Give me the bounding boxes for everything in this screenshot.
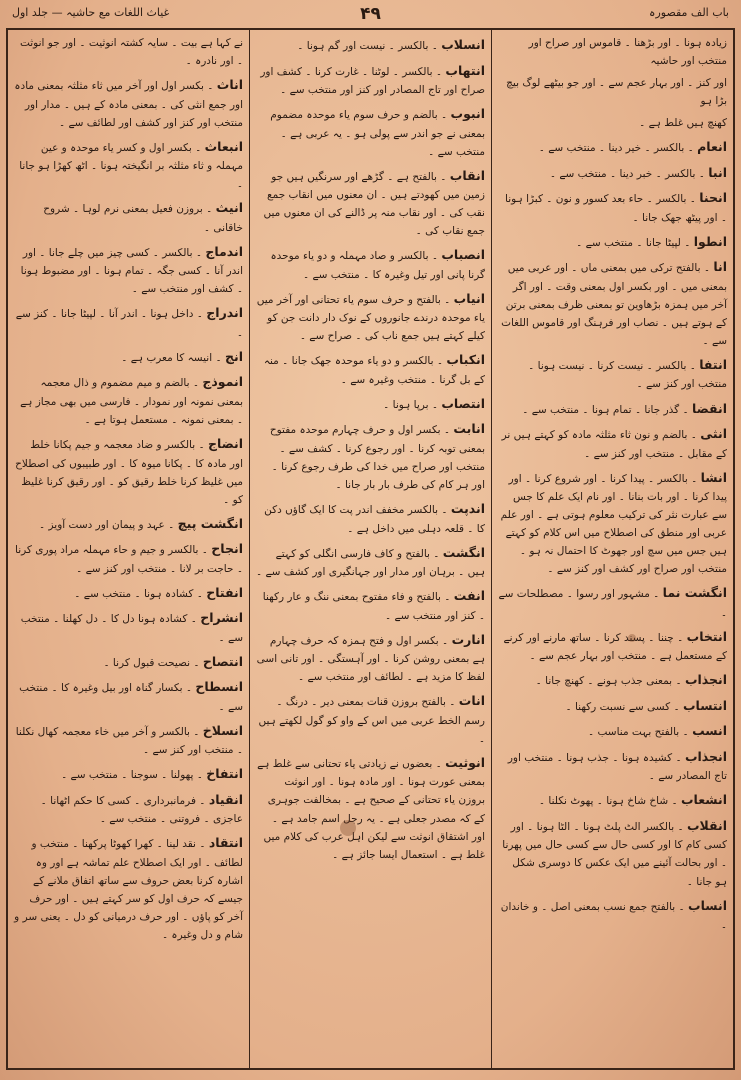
definition: ۔ بعضوں نے زیادتی یاء تحتانی سے غلط ہے بمعنی عورت ہونا ۔ اور مادہ ہونا ۔ اور انوثت بروزن یاء تحتانی کے صحیح ہے ۔ بمخالفت جوہری کے کہ مصدر جعلی ہے ۔ یہ رجل اسم جامد ہے ۔ اور اشتقاق انوثت سے لیکن اہل عرب کی کلام میں غلط ہے ۔ استعمال ایسا جائز ہے ۔ bbox=[257, 757, 485, 861]
dictionary-entry bbox=[14, 241, 243, 299]
definition: ۔ بالکسر و جیم و حاء مہملہ مراد پوری کرنا ۔ حاجت بر لانا ۔ منتخب اور کنز سے ۔ bbox=[15, 544, 243, 575]
dictionary-entry bbox=[498, 162, 727, 184]
definition: ۔ بالکسر ۔ نیست اور گم ہونا ۔ bbox=[297, 40, 438, 52]
column-1 bbox=[491, 30, 733, 1068]
header-book-title: غیاث اللغات مع حاشیہ — جلد اول bbox=[12, 6, 170, 19]
definition: ۔ انیسہ کا معرب ہے ۔ bbox=[121, 351, 222, 364]
definition: ۔ بالکسر ۔ کسی چیز میں چلے جانا ۔ اور اندر آنا ۔ کسی جگہ ۔ تمام ہونا ۔ اور مضبوط ہونا ۔ کشف اور منتخب سے ۔ bbox=[20, 246, 243, 296]
dictionary-entry bbox=[14, 676, 243, 716]
dictionary-entry bbox=[14, 346, 243, 368]
headword: انشا bbox=[700, 469, 727, 485]
headword: انحنا bbox=[699, 190, 727, 206]
dictionary-entry bbox=[498, 720, 727, 742]
headword: انجذاب bbox=[684, 672, 727, 688]
definition: ۔ بالفتح بروزن قنات بمعنی دیر ۔ درنگ ۔ رسم الخط عربی میں اس کے واو کو گول لکھتے ہیں ۔ bbox=[258, 696, 485, 745]
headword: انبعاث bbox=[204, 138, 243, 154]
dictionary-entry bbox=[498, 34, 727, 70]
headword: انیث bbox=[215, 200, 243, 216]
definition: ۔ برپا ہونا ۔ bbox=[383, 398, 438, 411]
definition: ۔ بکسر اول اور آخر میں ثاء مثلثہ بمعنی مادہ اور جمع انثی کی ۔ بمعنی مادہ کے ہیں ۔ مدار اور منتخب اور کنز اور کشف اور لطائف سے ۔ bbox=[14, 80, 243, 129]
ink-stain bbox=[340, 820, 356, 836]
dictionary-entry bbox=[14, 433, 243, 509]
headword: انتساب bbox=[682, 697, 727, 713]
headword: انسطاح bbox=[195, 679, 243, 695]
definition: ۔ نقد لینا ۔ کھرا کھوٹا پرکھنا ۔ منتخب و لطائف ۔ اور ایک اصطلاح علم تماشہ ہے اور وہ اشارہ کرنا بعض حروف سے ساتھ اتفاق ملانے کے جیسے کہ حرف اول کو سر کہتے ہیں ۔ اور حرف آخر کو پاؤں ۔ اور حرف درمیانی کو دل ۔ یعنی سر و شام و دل وغیرہ ۔ bbox=[14, 838, 243, 942]
definition: ۔ بالفتح بہت مناسب ۔ bbox=[587, 726, 689, 739]
definition: ۔ مشہور اور رسوا ۔ مصطلحات سے ۔ bbox=[498, 588, 727, 619]
definition: ۔ بالفتح جمع نسب بمعنی اصل ۔ و خاندان ۔ bbox=[500, 900, 727, 932]
dictionary-entry bbox=[256, 393, 485, 415]
headword: انسلاخ bbox=[202, 722, 243, 738]
headword: اندماج bbox=[205, 243, 243, 259]
dictionary-entry bbox=[498, 895, 727, 935]
headword: انوثیت bbox=[445, 754, 485, 770]
headword: انعام bbox=[697, 139, 727, 155]
dictionary-entry bbox=[498, 467, 727, 579]
definition: ۔ کشادہ ہونا ۔ منتخب سے ۔ bbox=[74, 587, 203, 600]
definition: ۔ شاخ شاخ ہونا ۔ پھوٹ نکلنا ۔ bbox=[538, 795, 678, 808]
definition: ۔ بکسر اول و حرف چہارم موحدہ مفتوح بمعنی توبہ کرنا ۔ اور رجوع کرنا ۔ کشف سے ۔ منتخب اور صراح میں خدا کی طرف رجوع کرنا ۔ اور ہر کام کی طرف بار بار جانا ۔ bbox=[269, 424, 485, 492]
dictionary-entry bbox=[14, 513, 243, 535]
headword: انموذج bbox=[202, 374, 243, 390]
definition: کھنچ ہیں غلط ہے ۔ bbox=[639, 117, 727, 130]
column-2 bbox=[249, 30, 491, 1068]
dictionary-entry bbox=[256, 165, 485, 241]
dictionary-entry bbox=[498, 256, 727, 350]
definition: زیادہ ہونا ۔ اور بڑھنا ۔ قاموس اور صراح اور منتخب اور حاشیہ bbox=[528, 37, 727, 68]
headword: انجاح bbox=[211, 541, 243, 557]
definition: ۔ بالضم و حرف سوم یاء موحدہ مضموم بمعنی نے جو اندر سے پولی ہو ۔ یہ عربی ہے ۔ منتخب سے ۔ bbox=[270, 109, 485, 158]
columns bbox=[8, 30, 733, 1068]
definition: ۔ بالضم و میم مضموم و ذال معجمہ بمعنی نمونہ اور نمودار ۔ فارسی میں بھی مجاز ہے ۔ بمعنی نمونہ ۔ مستعمل ہوتا ہے ۔ bbox=[20, 377, 243, 427]
dictionary-entry bbox=[14, 197, 243, 237]
definition: ۔ بالکسر ۔ خبر دینا ۔ منتخب سے ۔ bbox=[549, 167, 705, 180]
dictionary-entry bbox=[498, 746, 727, 786]
dictionary-entry bbox=[256, 629, 485, 687]
dictionary-entry bbox=[14, 651, 243, 673]
headword: انتقاد bbox=[208, 835, 243, 851]
headword: انبا bbox=[708, 164, 727, 180]
headword: انگشت نما bbox=[662, 585, 727, 601]
dictionary-entry bbox=[498, 789, 727, 811]
column-3 bbox=[8, 30, 249, 1068]
dictionary-entry bbox=[498, 815, 727, 891]
definition: ۔ کشادہ ہونا دل کا ۔ دل کھلنا ۔ منتخب سے ۔ bbox=[20, 613, 243, 644]
dictionary-entry bbox=[256, 34, 485, 56]
headword: انفتاح bbox=[206, 584, 243, 600]
definition: ۔ بالفتح و حرف سوم یاء تحتانی اور آخر میں یاء موحدہ درندے جانوروں کے نوک دار دانت جن کو کیلے کہتے ہیں جمع ناب کی ۔ صراح سے ۔ bbox=[256, 293, 485, 343]
headword: انتهاب bbox=[445, 62, 485, 78]
definition: ۔ لپیٹا جانا ۔ منتخب سے ۔ bbox=[576, 236, 691, 249]
headword: انشراح bbox=[200, 610, 243, 626]
definition: ۔ بالکسر مخفف اندر پت کا ایک گاؤں دکن کا ۔ قلعہ دہلی میں داخل ہے ۔ bbox=[264, 504, 485, 535]
dictionary-entry bbox=[498, 74, 727, 110]
dictionary-entry bbox=[498, 187, 727, 227]
headword: انتخاب bbox=[686, 628, 727, 644]
definition: ۔ بالکسر الٹ پلٹ ہونا ۔ الٹا ہونا ۔ اور کسی کام کا اور کسی حال سے کسی حال میں پھرنا ۔ اور بحالت آئینے میں ایک عکس کا دوسری شکل ہو جانا ۔ bbox=[502, 820, 727, 888]
headword: انقاب bbox=[449, 167, 485, 183]
headword: انات bbox=[458, 693, 485, 709]
definition: ۔ بالکسر و دو یاء موحدہ جھک جانا ۔ منہ کے بل گرنا ۔ منتخب وغیرہ سے ۔ bbox=[263, 355, 485, 386]
dictionary-entry bbox=[498, 136, 727, 158]
ink-stain bbox=[628, 634, 636, 642]
definition: ۔ کسی سے نسبت رکھنا ۔ bbox=[565, 700, 680, 713]
dictionary-entry bbox=[14, 302, 243, 342]
dictionary-entry bbox=[498, 398, 727, 420]
dictionary-entry bbox=[498, 626, 727, 666]
definition: ۔ بالکسر ۔ نیست کرنا ۔ نیست ہونا ۔ منتخب اور کنز سے ۔ bbox=[528, 359, 727, 391]
headword: انصباب bbox=[441, 247, 485, 263]
dictionary-entry bbox=[256, 288, 485, 346]
headword: انتصاب bbox=[441, 395, 485, 411]
headword: انسلاب bbox=[441, 37, 485, 52]
dictionary-entry bbox=[498, 695, 727, 717]
definition: ۔ بالکسر و ضاد معجمہ و جیم پکانا خلط اور مادہ کا ۔ پکانا میوہ کا ۔ اور طبیبوں کی اصطلاح میں غلیظ کرنا خلط رقیق کو ۔ اور رقیق کرنا غلیظ کو ۔ bbox=[15, 439, 243, 506]
definition: ۔ بالفتح و کاف فارسی انگلی کو کہتے ہیں ۔ برہان اور مدار اور جہانگیری اور کشف سے ۔ bbox=[255, 547, 485, 579]
definition: ۔ بالضم و نون ثاء مثلثہ مادہ کو کہتے ہیں نر کے مقابل ۔ منتخب اور کنز سے ۔ bbox=[501, 429, 727, 460]
dictionary-entry bbox=[256, 498, 485, 538]
headword: انگشت bbox=[442, 544, 485, 560]
headword: انسب bbox=[692, 723, 727, 739]
headword: انج bbox=[225, 348, 243, 364]
dictionary-entry bbox=[498, 582, 727, 622]
headword: انجذاب bbox=[684, 748, 727, 764]
headword: انبوب bbox=[450, 106, 485, 122]
definition: ۔ بالکسر ۔ لوٹنا ۔ غارت کرنا ۔ کشف اور صراح اور تاج المصادر اور کنز اور منتخب سے ۔ bbox=[260, 65, 485, 96]
definition: ۔ بمعنی جذب ہونے ۔ کھنچ جانا ۔ bbox=[535, 675, 682, 688]
dictionary-entry bbox=[498, 669, 727, 691]
dictionary-entry bbox=[14, 832, 243, 944]
headword: انتفاخ bbox=[206, 766, 243, 782]
headword: انفت bbox=[453, 588, 485, 604]
headword: اناث bbox=[216, 77, 243, 93]
dictionary-entry bbox=[498, 231, 727, 253]
dictionary-entry bbox=[498, 114, 727, 132]
dictionary-entry bbox=[498, 354, 727, 394]
definition: ۔ بکسر اول و فتح ہمزہ کہ حرف چہارم ہے بمعنی روشن کرنا ۔ اور آہستگی ۔ اور تانی اسی لفظ کا مزید ہے ۔ لطائف اور منتخب سے ۔ bbox=[256, 634, 485, 684]
page-header bbox=[8, 4, 733, 26]
headword: انتصاح bbox=[202, 653, 243, 669]
headword: انطوا bbox=[693, 233, 727, 249]
definition: ۔ کشیدہ ہونا ۔ جذب ہونا ۔ منتخب اور تاج المصادر سے ۔ bbox=[507, 751, 727, 783]
headword: انشعاب bbox=[680, 792, 727, 808]
definition: ۔ نصیحت قبول کرنا ۔ bbox=[103, 656, 200, 669]
headword: انساب bbox=[688, 897, 727, 913]
headword: اندراج bbox=[206, 305, 243, 321]
dictionary-entry bbox=[14, 34, 243, 70]
headword: انگشت پیچ bbox=[177, 515, 243, 531]
dictionary-entry bbox=[256, 418, 485, 494]
dictionary-entry bbox=[14, 720, 243, 760]
dictionary-entry bbox=[256, 752, 485, 864]
definition: ۔ بالکسر ۔ پیدا کرنا ۔ اور شروع کرنا ۔ اور پیدا کرنا ۔ اور بات بنانا ۔ اور نام ایک علم کا جس سے عبارت نثر کی ترکیب معلوم ہوتی ہے ۔ اور علم عربی اور منطق کی اصطلاح میں اس کلام کو کہتے ہیں جس میں سچ اور جھوٹ کا احتمال نہ ہو ۔ منتخب اور صراح اور کشف اور کنز سے ۔ bbox=[500, 472, 727, 576]
definition: ۔ بالفتح ہے ۔ گڑھے اور سرنگیں ہیں جو زمین میں کھودتے ہیں ۔ ان معنوں میں انقاب جمع نقب کی ۔ اور نقاب منہ پر ڈالنے کی ان معنوں میں جمع نقاب کی ۔ bbox=[263, 170, 485, 238]
definition: ۔ بروزن فعیل بمعنی نرم لوہا ۔ شروح خاقانی ۔ bbox=[43, 203, 243, 234]
headword: انکباب bbox=[446, 352, 485, 368]
dictionary-entry bbox=[256, 585, 485, 625]
dictionary-entry bbox=[14, 607, 243, 647]
text-frame bbox=[6, 28, 735, 1070]
definition: اور کنز ۔ اور بہار عجم سے ۔ اور جو بیٹھے لوگ بیچ بڑا ہو bbox=[506, 77, 727, 108]
dictionary-entry bbox=[14, 136, 243, 194]
headword: انا bbox=[713, 259, 727, 275]
definition: ۔ عہد و پیمان اور دست آویز ۔ bbox=[39, 518, 175, 531]
dictionary-entry bbox=[256, 542, 485, 582]
dictionary-entry bbox=[14, 789, 243, 829]
headword: انارت bbox=[451, 631, 485, 647]
definition: ۔ بالکسر ۔ خیر دینا ۔ منتخب سے ۔ bbox=[538, 142, 694, 155]
header-section-title: باب الف مقصورہ bbox=[649, 6, 729, 19]
definition: ۔ گذر جانا ۔ تمام ہونا ۔ منتخب سے ۔ bbox=[522, 403, 689, 416]
dictionary-entry bbox=[256, 60, 485, 100]
headword: انتفا bbox=[699, 356, 727, 372]
definition: ۔ بکسر اول و کسر یاء موحدہ و عین مہملہ و ثاء مثلثہ بر انگیختہ ہونا ۔ اٹھ کھڑا ہو جانا ۔ bbox=[19, 141, 243, 191]
headword: انقیاد bbox=[208, 791, 243, 807]
definition: ۔ فرمانبرداری ۔ کسی کا حکم اٹھانا ۔ عاجزی ۔ فروتنی ۔ منتخب سے ۔ bbox=[40, 794, 243, 826]
headword: انثی bbox=[700, 426, 727, 442]
dictionary-entry bbox=[14, 538, 243, 578]
headword: انقلاب bbox=[686, 817, 727, 833]
definition: ۔ بالفتح و فاء مفتوح بمعنی ننگ و عار رکھنا ۔ کنز اور منتخب سے ۔ bbox=[262, 591, 485, 622]
headword: انقضا bbox=[692, 400, 727, 416]
headword: انابت bbox=[453, 421, 485, 437]
dictionary-entry bbox=[256, 690, 485, 748]
page-number: ۴۹ bbox=[360, 4, 381, 24]
dictionary-entry bbox=[14, 763, 243, 785]
definition: ۔ بالکسر و صاد مہملہ و دو یاء موحدہ گرنا پانی اور تیل وغیرہ کا ۔ منتخب سے ۔ bbox=[270, 250, 485, 281]
dictionary-entry bbox=[14, 582, 243, 604]
definition: ۔ بالکسر و آخر میں خاء معجمہ کھال نکلنا ۔ منتخب اور کنز سے ۔ bbox=[15, 725, 243, 757]
dictionary-entry bbox=[498, 423, 727, 463]
headword: انیاب bbox=[453, 290, 485, 306]
definition: ۔ داخل ہونا ۔ اندر آنا ۔ لپیٹا جانا ۔ کنز سے ۔ bbox=[15, 308, 243, 339]
dictionary-entry bbox=[256, 103, 485, 161]
dictionary-entry bbox=[14, 74, 243, 132]
dictionary-entry bbox=[14, 371, 243, 429]
definition: ۔ پھولنا ۔ سوجنا ۔ منتخب سے ۔ bbox=[61, 769, 203, 782]
headword: اندپت bbox=[450, 501, 485, 517]
headword: انضاج bbox=[208, 436, 243, 452]
dictionary-entry bbox=[256, 349, 485, 389]
definition: ۔ چننا ۔ پسند کرنا ۔ ساتھ مارنے اور کرنے کے مستعمل ہے ۔ منتخب اور بہار عجم سے ۔ bbox=[503, 631, 727, 663]
definition: ۔ بالفتح ترکی میں بمعنی ماں ۔ اور عربی میں بمعنی میں ۔ اور بکسر اول بمعنی وقت ۔ اور اگر آخر میں ہمزہ بڑھاوین تو بمعنی ظرف بمعنی برتن کے ہوتے ہیں ۔ نصاب اور فرہنگ اور قاموس اللغات سے ۔ bbox=[501, 262, 727, 347]
dictionary-entry bbox=[256, 244, 485, 284]
definition: نے کہا ہے بیت ۔ سایہ کشتہ انوثیت ۔ اور جو انوثت ۔ اور نادرہ ۔ bbox=[19, 37, 243, 68]
definition: ۔ بالکسر ۔ حاء بعد کسور و نون ۔ کبڑا ہونا ۔ اور پیٹھ جھک جانا ۔ bbox=[505, 193, 727, 224]
definition: ۔ بکسار گناہ اور بیل وغیرہ کا ۔ منتخب سے ۔ bbox=[19, 682, 243, 713]
